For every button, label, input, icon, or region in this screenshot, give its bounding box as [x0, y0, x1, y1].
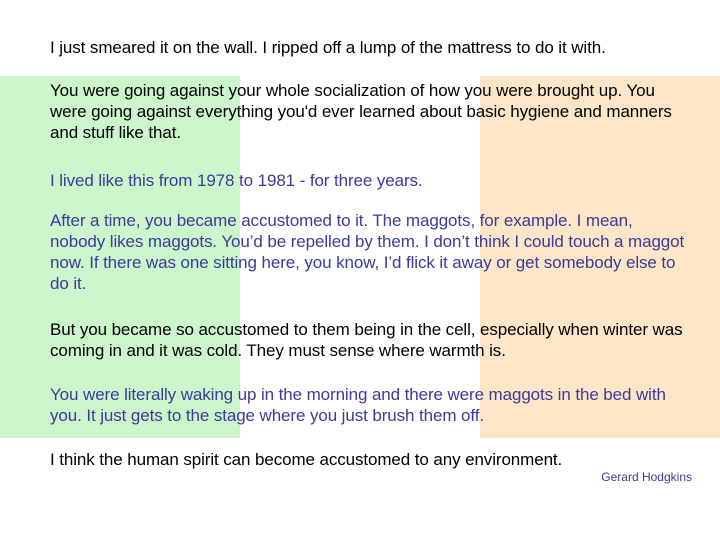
quote-paragraph-6: You were literally waking up in the morning and there were maggots in the bed with you. It just gets to the stage where you just brush them off. — [50, 385, 666, 425]
quote-paragraph-5: But you became so accustomed to them being in the cell, especially when winter was coming in and it was cold. They must sense where warmth is. — [50, 320, 683, 360]
quote-paragraph-3: I lived like this from 1978 to 1981 - for three years. — [50, 171, 423, 190]
quote-paragraph-4: After a time, you became accustomed to it. The maggots, for example. I mean, nobody likes maggots. You’d be repelled by them. I don’t think I could touch a maggot now. If there was one sitting here, you know, I’d flick it away or get somebody else to do it. — [50, 211, 685, 293]
quote-paragraph-2: You were going against your whole socialization of how you were brought up. You were going against everything you'd ever learned about basic hygiene and manners and stuff like that. — [50, 81, 672, 142]
quote-attribution: Gerard Hodgkins — [601, 470, 692, 484]
quote-paragraph-1: I just smeared it on the wall. I ripped off a lump of the mattress to do it with. — [50, 38, 606, 57]
quote-paragraph-7: I think the human spirit can become accustomed to any environment. — [50, 450, 563, 469]
